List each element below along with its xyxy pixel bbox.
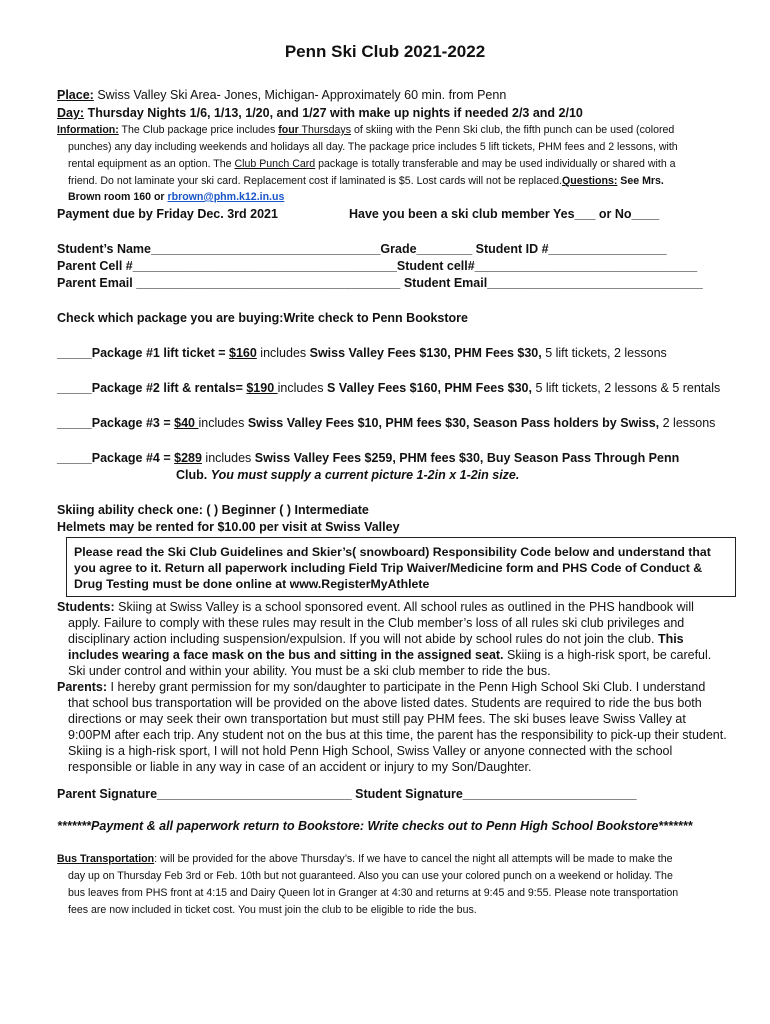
parents-line-1 bbox=[57, 680, 705, 694]
parents-label: Parents: bbox=[57, 680, 108, 694]
information-line-2: punches) any day including weekends and holidays all day. The package price includes 5 lift tickets, PHM fees and 2 lessons, with bbox=[68, 141, 678, 153]
package-name: Package #2 lift & rentals= bbox=[91, 381, 247, 395]
cell-fields[interactable]: Parent Cell #______________________________________Student cell#________________________________ bbox=[57, 259, 698, 273]
information-text: of skiing with the Penn Ski club, the fifth punch can be used (colored bbox=[351, 124, 675, 136]
return-note: *******Payment & all paperwork return to Bookstore: Write checks out to Penn High School Bookstore******* bbox=[57, 819, 693, 833]
package-1[interactable] bbox=[57, 346, 667, 360]
day-text: Thursday Nights 1/6, 1/13, 1/20, and 1/27 with make up nights if needed 2/3 and 2/10 bbox=[84, 106, 583, 120]
students-text: Skiing is a high-risk sport, be careful. bbox=[503, 648, 712, 662]
contact-email-link[interactable]: rbrown@phm.k12.in.us bbox=[167, 191, 285, 203]
package-details: 5 lift tickets, 2 lessons & 5 rentals bbox=[531, 381, 721, 395]
place-text: Swiss Valley Ski Area- Jones, Michigan- Approximately 60 min. from Penn bbox=[93, 88, 507, 102]
parents-line-2: that school bus transportation will be provided on the above listed dates. Students are required to ride the bus both bbox=[68, 696, 702, 710]
contact-room: Brown room 160 or bbox=[68, 191, 168, 203]
bus-text: : will be provided for the above Thursday’s. If we have to cancel the night all attempts will be made to make the bbox=[154, 853, 673, 865]
parents-line-3: directions or may seek their own transportation but must still pay PHM fees. The ski buses leave Swiss Valley at bbox=[68, 712, 686, 726]
students-text: Skiing at Swiss Valley is a school sponsored event. All school rules as outlined in the PHS handbook will bbox=[114, 600, 694, 614]
package-name: Package #4 = bbox=[91, 451, 175, 465]
email-fields[interactable]: Parent Email ______________________________________ Student Email_______________________________ bbox=[57, 276, 703, 290]
package-fees: Swiss Valley Fees $259, PHM fees $30, Buy Season Pass Through Penn bbox=[254, 451, 680, 465]
package-details: 5 lift tickets, 2 lessons bbox=[541, 346, 667, 360]
place-line bbox=[57, 88, 506, 102]
information-underline: Thursdays bbox=[298, 124, 352, 136]
package-price: $289 bbox=[174, 451, 202, 465]
package-checkbox-blank[interactable]: _____ bbox=[57, 346, 92, 360]
information-text: rental equipment as an option. The bbox=[68, 158, 235, 170]
package-price: $190 bbox=[246, 381, 278, 395]
helmet-rental-note: Helmets may be rented for $10.00 per visit at Swiss Valley bbox=[57, 520, 400, 534]
parents-line-4: 9:00PM after each trip. Any student not on the bus at this time, the parent has the responsibility to pick-up their student. bbox=[68, 728, 727, 742]
club-punch-card-term: Club Punch Card bbox=[234, 158, 316, 170]
package-name: Package #3 = bbox=[91, 416, 175, 430]
students-line-5: Ski under control and within your ability. You must be a ski club member to ride the bus. bbox=[68, 664, 551, 678]
package-fees: Swiss Valley Fees $10, PHM fees $30, Season Pass holders by Swiss, bbox=[247, 416, 660, 430]
information-text: friend. Do not laminate your ski card. Replacement cost if laminated is $5. Lost cards will not be replaced. bbox=[68, 175, 563, 187]
student-info-fields[interactable]: Student’s Name_________________________________Grade________ Student ID #_________________ bbox=[57, 242, 667, 256]
package-fees: Swiss Valley Fees $130, PHM Fees $30, bbox=[309, 346, 542, 360]
parents-line-5: Skiing is a high-risk sport, I will not hold Penn High School, Swiss Valley or anyone connected with the school bbox=[68, 744, 673, 758]
information-text: package is totally transferable and may be used individually or shared with a bbox=[315, 158, 676, 170]
picture-requirement: You must supply a current picture 1-2in x 1-2in size. bbox=[210, 468, 520, 482]
bus-line-2: day up on Thursday Feb 3rd or Feb. 10th but not guaranteed. Also you can use your colored punch on a weekend or holiday. The bbox=[68, 870, 673, 882]
package-price: $40 bbox=[174, 416, 199, 430]
mask-rule: includes wearing a face mask on the bus and sitting in the assigned seat. bbox=[68, 648, 504, 662]
information-text: The Club package price includes bbox=[118, 124, 279, 136]
students-line-2: apply. Failure to comply with these rules may result in the Club member’s loss of all rules ski club privileges and bbox=[68, 616, 685, 630]
information-line-1 bbox=[57, 124, 674, 136]
package-4[interactable] bbox=[57, 451, 679, 465]
payment-due: Payment due by Friday Dec. 3rd 2021 bbox=[57, 207, 278, 221]
students-emphasis: This bbox=[657, 632, 684, 646]
students-line-3 bbox=[68, 632, 684, 646]
bus-line-3: bus leaves from PHS front at 4:15 and Dairy Queen lot in Granger at 4:30 and returns at 9:45 and 9:55. Please note transportation bbox=[68, 887, 679, 899]
parents-line-6: responsible or liable in any way in case of an accident or injury to my Son/Daughter. bbox=[68, 760, 532, 774]
notice-line-2: you agree to it. Return all paperwork including Field Trip Waiver/Medicine form and PHS Code of Conduct & bbox=[74, 561, 703, 575]
information-line-5 bbox=[68, 191, 284, 203]
package-3[interactable] bbox=[57, 416, 715, 430]
place-label: Place: bbox=[57, 88, 94, 102]
information-line-3 bbox=[68, 158, 676, 170]
package-text: includes bbox=[256, 346, 310, 360]
students-line-4 bbox=[68, 648, 711, 662]
package-name: Package #1 lift ticket = bbox=[91, 346, 229, 360]
package-details: 2 lessons bbox=[659, 416, 716, 430]
information-line-4 bbox=[68, 175, 664, 187]
package-checkbox-blank[interactable]: _____ bbox=[57, 381, 92, 395]
students-label: Students: bbox=[57, 600, 115, 614]
information-emphasis: four bbox=[278, 124, 299, 136]
signature-fields[interactable]: Parent Signature____________________________ Student Signature_________________________ bbox=[57, 787, 637, 801]
students-text: disciplinary action including suspension/expulsion. If you will not abide by school rules do not join the club. bbox=[68, 632, 658, 646]
package-text: includes bbox=[201, 451, 255, 465]
information-label: Information: bbox=[57, 124, 119, 136]
bus-label: Bus Transportation bbox=[57, 853, 155, 865]
bus-line-4: fees are now included in ticket cost. You must join the club to be eligible to ride the bus. bbox=[68, 904, 477, 916]
skiing-ability-check[interactable]: Skiing ability check one: ( ) Beginner ( ) Intermediate bbox=[57, 503, 369, 517]
member-question: Have you been a ski club member Yes___ or No____ bbox=[349, 207, 660, 221]
package-fees: S Valley Fees $160, PHM Fees $30, bbox=[326, 381, 532, 395]
package-text: includes bbox=[277, 381, 327, 395]
packages-heading: Check which package you are buying:Write check to Penn Bookstore bbox=[57, 311, 468, 325]
day-label: Day: bbox=[57, 106, 85, 120]
questions-label: Questions: bbox=[562, 175, 618, 187]
package-price: $160 bbox=[229, 346, 257, 360]
students-line-1 bbox=[57, 600, 694, 614]
notice-line-3: Drug Testing must be done online at www.RegisterMyAthlete bbox=[74, 577, 430, 591]
package-2[interactable] bbox=[57, 381, 720, 395]
page-title: Penn Ski Club 2021-2022 bbox=[284, 42, 486, 61]
package-checkbox-blank[interactable]: _____ bbox=[57, 416, 92, 430]
package-text: includes bbox=[198, 416, 248, 430]
notice-line-1: Please read the Ski Club Guidelines and Skier’s( snowboard) Responsibility Code below and understand that bbox=[74, 545, 711, 559]
bus-line-1 bbox=[57, 853, 673, 865]
package-4-club: Club. bbox=[176, 468, 211, 482]
questions-contact: See Mrs. bbox=[617, 175, 664, 187]
package-checkbox-blank[interactable]: _____ bbox=[57, 451, 92, 465]
package-4-note bbox=[176, 468, 519, 482]
day-line bbox=[57, 106, 583, 120]
parents-text: I hereby grant permission for my son/daughter to participate in the Penn High School Ski Club. I understand bbox=[107, 680, 706, 694]
